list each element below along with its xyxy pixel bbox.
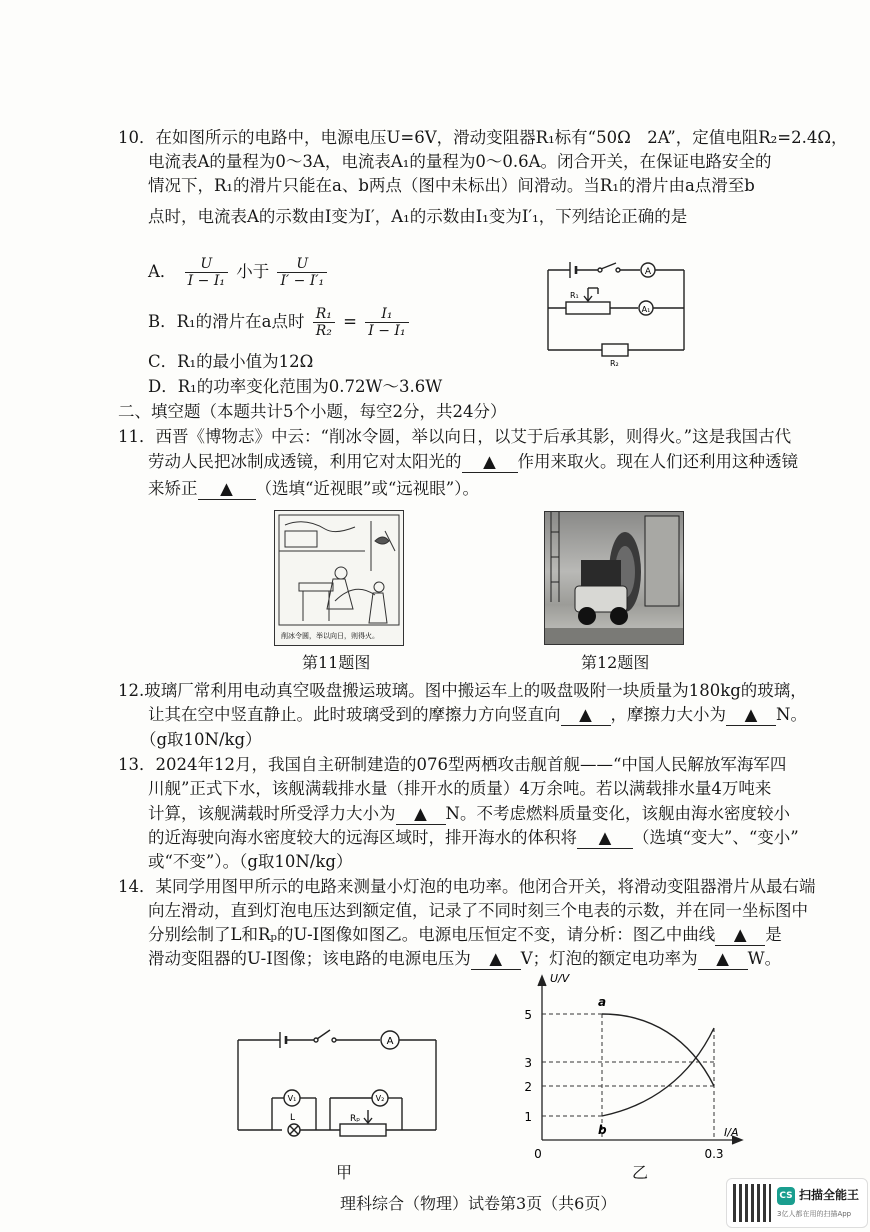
guide-lines <box>542 1014 714 1140</box>
curve-b <box>602 1028 714 1116</box>
q12-figure-caption: 第12题图 <box>581 653 650 672</box>
fraction: $\frac{\text{I₁}}{\text{I − I₁}}$ <box>365 306 408 339</box>
ammeter-label: A <box>386 1036 394 1047</box>
q10-line-2: 电流表A的量程为0～3A，电流表A₁的量程为0～0.6A。闭合开关，在保证电路安全的 <box>148 152 772 171</box>
answer-blank[interactable]: ▲ <box>462 452 518 473</box>
voltmeter-v2-label: V₂ <box>375 1094 385 1103</box>
lamp-label: L <box>290 1113 296 1123</box>
q11-figure-caption: 第11题图 <box>302 653 371 672</box>
app-logo-icon: CS <box>777 1187 795 1205</box>
illustration-caption: 削冰令圆，举以向日，则得火。 <box>281 632 379 640</box>
q11-line-2: 劳动人民把冰制成透镜，利用它对太阳光的 ▲ 作用来取火。现在人们还利用这种透镜 <box>148 452 798 471</box>
answer-blank[interactable]: ▲ <box>577 828 633 849</box>
curve-a <box>602 1014 714 1086</box>
q14-circuit-caption: 甲 <box>336 1163 353 1182</box>
q10-line-3: 情况下，R₁的滑片只能在a、b两点（图中未标出）间滑动。当R₁的滑片由a点滑至b <box>148 176 755 195</box>
ancient-scene-drawing <box>275 511 403 645</box>
curve-b-label: b <box>598 1123 607 1137</box>
x-tick-label: 0.3 <box>704 1147 724 1161</box>
voltmeter-v1-label: V₁ <box>287 1094 297 1103</box>
q10-option-a: A． $\frac{U}{\text{I − I₁}}$ 小于 $\frac{U}{\text{I′ − I′₁}}$ <box>148 252 330 292</box>
q12-line-1: 12.玻璃厂常利用电动真空吸盘搬运玻璃。图中搬运车上的吸盘吸附一块质量为180kg的玻璃， <box>118 681 807 700</box>
page-footer: 理科综合（物理）试卷第3页（共6页） <box>340 1194 617 1213</box>
r2-label: R₂ <box>610 359 619 368</box>
q12-line-3: （g取10N/kg） <box>140 730 262 749</box>
y-tick-5: 5 <box>524 1008 532 1022</box>
q10-option-c: C．R₁的最小值为12Ω <box>148 352 314 371</box>
vacuum-lifter-photo <box>545 512 683 644</box>
answer-blank[interactable]: ▲ <box>396 804 446 825</box>
app-slogan: 3亿人都在用的扫描App <box>777 1210 852 1218</box>
q14-line-1: 14．某同学用图甲所示的电路来测量小灯泡的电功率。他闭合开关，将滑动变阻器滑片从最右端 <box>118 877 816 896</box>
qr-code-icon <box>733 1184 771 1222</box>
answer-blank[interactable]: ▲ <box>561 705 611 726</box>
app-name: 扫描全能王 <box>799 1188 860 1202</box>
scanner-watermark-badge <box>726 1178 868 1228</box>
q14-ui-graph <box>520 968 750 1170</box>
q14-line-4: 滑动变阻器的U-I图像；该电路的电源电压为 ▲ V；灯泡的额定电功率为 ▲ W。 <box>148 949 782 968</box>
q10-option-d: D．R₁的功率变化范围为0.72W～3.6W <box>148 377 443 396</box>
q14-line-3: 分别绘制了L和Rₚ的U-I图像如图乙。电源电压恒定不变，请分析：图乙中曲线 ▲ 是 <box>148 925 782 944</box>
q13-line-4: 的近海驶向海水密度较大的远海区域时，排开海水的体积将 ▲ （选填“变大”、“变小” <box>148 828 799 847</box>
q13-line-2: 川舰”正式下水，该舰满载排水量（排开水的质量）4万余吨。若以满载排水量4万吨来 <box>148 779 772 798</box>
q11-line-3: 来矫正 ▲ （选填“近视眼”或“远视眼”）。 <box>148 479 479 498</box>
q13-line-5: 或“不变”）。（g取10N/kg） <box>148 852 353 871</box>
fraction: $\frac{\text{R₁}}{\text{R₂}}$ <box>313 306 335 339</box>
q14-graph-caption: 乙 <box>632 1163 649 1182</box>
q11-line-1: 11．西晋《博物志》中云：“削冰令圆，举以向日，以艾于后承其影，则得火。”这是我国古代 <box>118 427 792 446</box>
q10-circuit-diagram <box>540 258 690 368</box>
y-tick-2: 2 <box>524 1080 532 1094</box>
q10-line-4: 点时，电流表A的示数由I变为I′，A₁的示数由I₁变为I′₁，下列结论正确的是 <box>148 207 688 226</box>
x-origin-label: 0 <box>534 1147 542 1161</box>
q13-line-3: 计算，该舰满载时所受浮力大小为 ▲ N。不考虑燃料质量变化，该舰由海水密度较小 <box>148 804 790 823</box>
rp-label: Rₚ <box>350 1114 361 1124</box>
ammeter-a-label: A <box>644 267 652 277</box>
q12-photo <box>544 511 684 645</box>
r1-label: R₁ <box>570 291 579 300</box>
q14-line-2: 向左滑动，直到灯泡电压达到额定值，记录了不同时刻三个电表的示数，并在同一坐标图中 <box>148 901 808 920</box>
q13-line-1: 13．2024年12月，我国自主研制建造的076型两栖攻击舰首舰——“中国人民解放军海军四 <box>118 755 787 774</box>
q12-line-2: 让其在空中竖直静止。此时玻璃受到的摩擦力方向竖直向 ▲ ，摩擦力大小为 ▲ N。 <box>148 705 807 724</box>
answer-blank[interactable]: ▲ <box>471 949 521 970</box>
answer-blank[interactable]: ▲ <box>726 705 776 726</box>
answer-blank[interactable]: ▲ <box>698 949 748 970</box>
y-axis-label: U/V <box>550 972 570 985</box>
fraction: $\frac{U}{\text{I − I₁}}$ <box>185 256 228 289</box>
q14-circuit-diagram <box>232 1024 442 1148</box>
q10-line-1: 10．在如图所示的电路中，电源电压U=6V，滑动变阻器R₁标有“50Ω 2A”，定值电阻R₂=2.4Ω， <box>118 128 848 147</box>
q11-illustration <box>274 510 404 646</box>
y-tick-3: 3 <box>524 1056 532 1070</box>
section-heading: 二、填空题（本题共计5个小题，每空2分，共24分） <box>118 402 507 421</box>
y-tick-1: 1 <box>524 1110 532 1124</box>
answer-blank[interactable]: ▲ <box>198 479 256 500</box>
fraction: $\frac{U}{\text{I′ − I′₁}}$ <box>277 256 327 289</box>
q10-option-b: B．R₁的滑片在a点时 $\frac{\text{R₁}}{\text{R₂}}$ = $\frac{\text{I₁}}{\text{I − I₁}}$ <box>148 302 412 342</box>
answer-blank[interactable]: ▲ <box>715 925 765 946</box>
ammeter-a1-label: A₁ <box>641 305 651 314</box>
x-axis-label: I/A <box>724 1126 739 1139</box>
curve-a-label: a <box>598 995 607 1009</box>
